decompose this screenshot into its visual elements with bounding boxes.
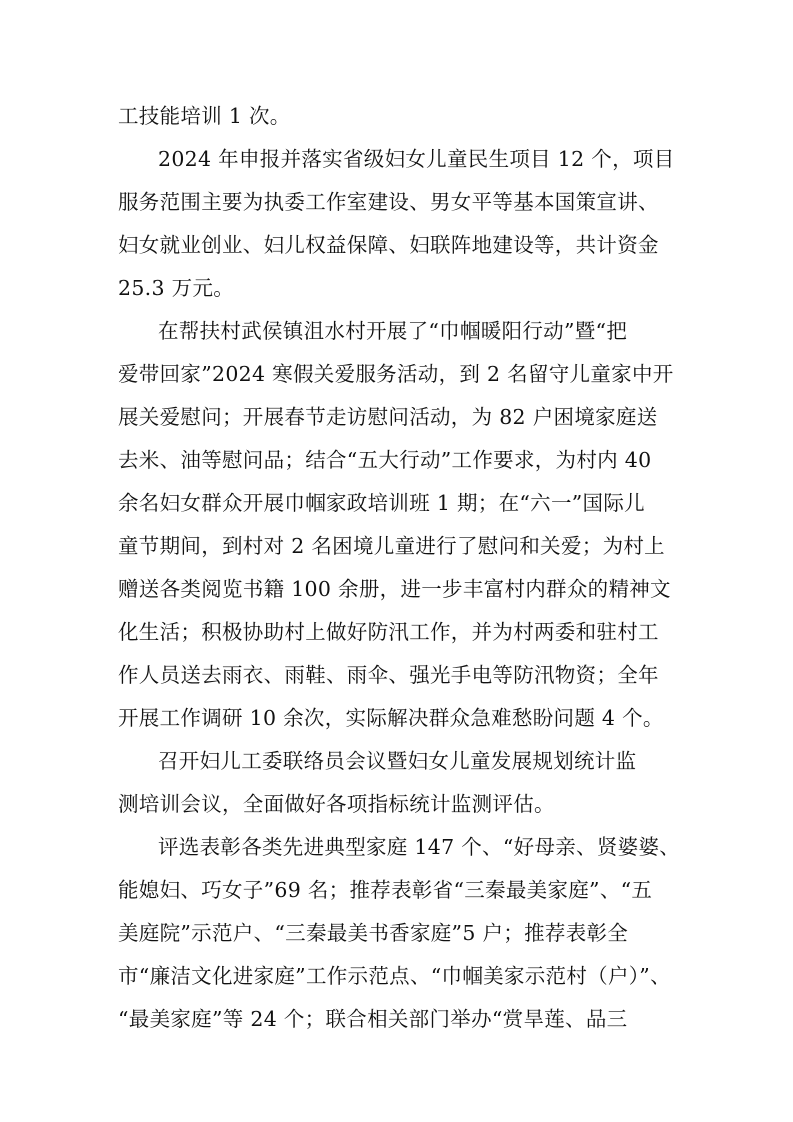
- paragraph-committee-meeting: [118, 740, 680, 826]
- paragraph-family-awards: [118, 826, 680, 1041]
- text-line: 爱带回家”2024 寒假关爱服务活动，到 2 名留守儿童家中开: [118, 362, 674, 386]
- text-line: 评选表彰各类先进典型家庭 147 个、“好母亲、贤婆婆、: [158, 835, 680, 859]
- text-line: 在帮扶村武侯镇沮水村开展了“巾帼暖阳行动”暨“把: [158, 319, 628, 343]
- document-page: [118, 95, 680, 1041]
- text-line: 能媳妇、巧女子”69 名；推荐表彰省“三秦最美家庭”、“五: [118, 878, 653, 902]
- text-line: 展关爱慰问；开展春节走访慰问活动，为 82 户困境家庭送: [118, 405, 658, 429]
- text-line: 测培训会议，全面做好各项指标统计监测评估。: [118, 792, 555, 816]
- text-line: 25.3 万元。: [118, 276, 235, 300]
- text-line: 美庭院”示范户、“三秦最美书香家庭”5 户；推荐表彰全: [118, 921, 629, 945]
- text-line: 余名妇女群众开展巾帼家政培训班 1 期；在“六一”国际儿: [118, 491, 645, 515]
- text-line: 2024 年申报并落实省级妇女儿童民生项目 12 个，项目: [158, 147, 675, 171]
- paragraph-projects: [118, 138, 680, 310]
- text-line: 妇女就业创业、妇儿权益保障、妇联阵地建设等，共计资金: [118, 233, 659, 257]
- text-line: 工技能培训 1 次。: [118, 104, 291, 128]
- text-line: 服务范围主要为执委工作室建设、男女平等基本国策宣讲、: [118, 190, 659, 214]
- text-line: “最美家庭”等 24 个；联合相关部门举办“赏旱莲、品三: [118, 1007, 628, 1031]
- text-line: 赠送各类阅览书籍 100 余册，进一步丰富村内群众的精神文: [118, 577, 671, 601]
- text-line: 市“廉洁文化进家庭”工作示范点、“巾帼美家示范村（户）”、: [118, 964, 671, 988]
- text-line: 童节期间，到村对 2 名困境儿童进行了慰问和关爱；为村上: [118, 534, 665, 558]
- paragraph-continuation: [118, 95, 680, 138]
- paragraph-village-aid: [118, 310, 680, 740]
- text-line: 作人员送去雨衣、雨鞋、雨伞、强光手电等防汛物资；全年: [118, 663, 659, 687]
- text-line: 召开妇儿工委联络员会议暨妇女儿童发展规划统计监: [158, 749, 637, 773]
- text-line: 去米、油等慰问品；结合“五大行动”工作要求，为村内 40: [118, 448, 652, 472]
- text-line: 开展工作调研 10 余次，实际解决群众急难愁盼问题 4 个。: [118, 706, 664, 730]
- text-line: 化生活；积极协助村上做好防汛工作，并为村两委和驻村工: [118, 620, 659, 644]
